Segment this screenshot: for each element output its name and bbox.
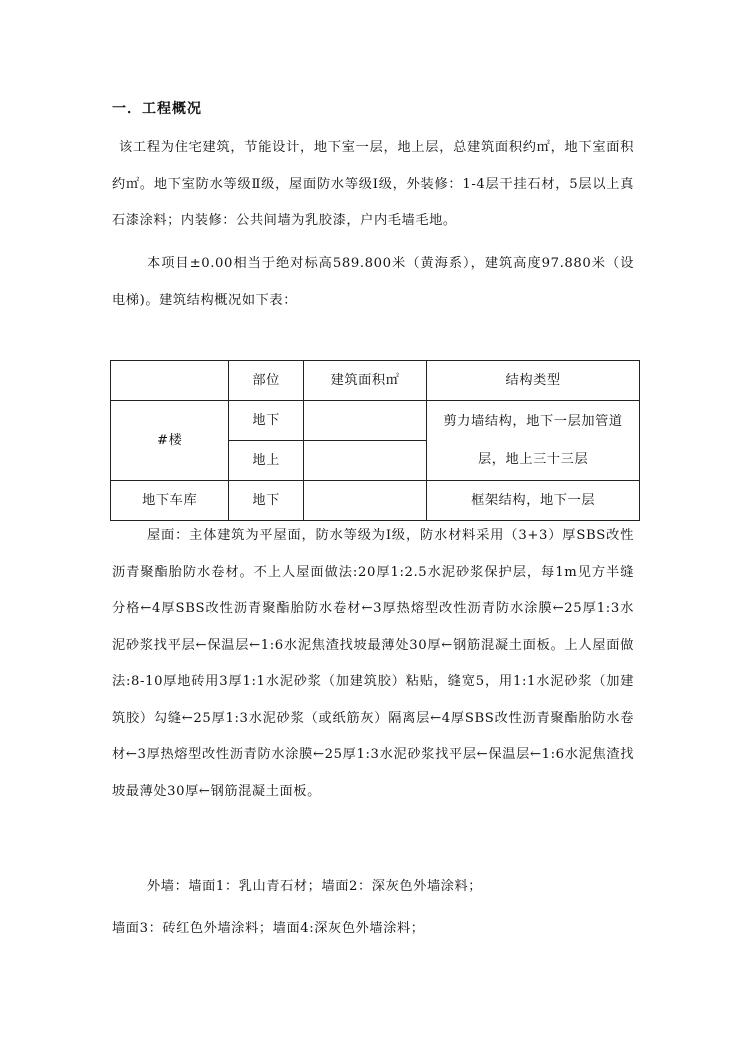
- area-cell: [303, 401, 426, 441]
- table-header-row: [111, 361, 640, 401]
- exterior-wall-paragraph: 外墙：墙面1：乳山青石材；墙面2：深灰色外墙涂料；: [147, 879, 483, 894]
- structure-cell: [427, 401, 640, 481]
- elevation-paragraph: 本项目±0.00相当于绝对标高589.800米（黄海系），建筑高度97.880米（设电梯)。建筑结构概况如下表：: [112, 256, 634, 308]
- table-header-cell: 结构类型: [427, 361, 640, 401]
- part-cell: 地下: [229, 401, 304, 441]
- table-row: [111, 481, 640, 521]
- table-header-cell: [111, 361, 229, 401]
- table-row: [111, 401, 640, 441]
- area-cell: [303, 441, 426, 481]
- building-label-cell: #楼: [111, 401, 229, 481]
- structure-cell: 框架结构，地下一层: [427, 481, 640, 521]
- area-cell: [303, 481, 426, 521]
- garage-label-cell: 地下车库: [111, 481, 229, 521]
- part-cell: 地上: [229, 441, 304, 481]
- structure-line: 剪力墙结构，地下一层加管道: [443, 413, 623, 429]
- table-header-cell: 建筑面积㎡: [303, 361, 426, 401]
- section-heading: 一．工程概况: [112, 101, 202, 117]
- overview-paragraph: 该工程为住宅建筑，节能设计，地下室一层，地上层，总建筑面积约㎡，地下室面积约㎡。地下室防水等级Ⅱ级，屋面防水等级Ⅰ级，外装修：1-4层干挂石材，5层以上真石漆涂料；内装修：公共间墙为乳胶漆，户内毛墙毛地。: [112, 140, 634, 228]
- table-header-cell: 部位: [229, 361, 304, 401]
- building-structure-table: [110, 360, 640, 521]
- roof-paragraph: 屋面：主体建筑为平屋面，防水等级为Ⅰ级，防水材料采用（3+3）厚SBS改性沥青聚酯胎防水卷材。不上人屋面做法:20厚1:2.5水泥砂浆保护层，每1m见方半缝分格←4厚SBS改性沥青聚酯胎防水卷材←3厚热熔型改性沥青防水涂膜←25厚1:3水泥砂浆找平层←保温层←1:6水泥焦渣找坡最薄处30厚←钢筋混凝土面板。上人屋面做法:8-10厚地砖用3厚1:1水泥砂浆（加建筑胶）粘贴，缝宽5，用1:1水泥砂浆（加建筑胶）勾缝←25厚1:3水泥砂浆（或纸筋灰）隔离层←4厚SBS改性沥青聚酯胎防水卷材←3厚热熔型改性沥青防水涂膜←25厚1:3水泥砂浆找平层←保温层←1:6水泥焦渣找坡最薄处30厚←钢筋混凝土面板。: [112, 528, 634, 799]
- wall3-paragraph: 墙面3：砖红色外墙涂料；墙面4:深灰色外墙涂料；: [112, 921, 425, 936]
- part-cell: 地下: [229, 481, 304, 521]
- structure-line: 层，地上三十三层: [477, 451, 589, 467]
